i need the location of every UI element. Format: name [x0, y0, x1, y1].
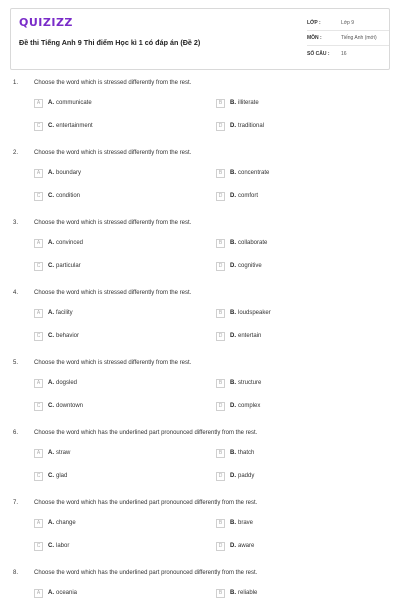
answer-option[interactable] [216, 471, 254, 481]
option-checkbox[interactable]: D [216, 472, 225, 481]
option-checkbox[interactable]: C [34, 332, 43, 341]
answer-option[interactable] [34, 401, 83, 411]
question-number: 8. [13, 570, 19, 576]
option-checkbox[interactable]: D [216, 192, 225, 201]
option-text: communicate [56, 100, 92, 106]
option-checkbox[interactable]: B [216, 379, 225, 388]
option-text: aware [238, 543, 255, 549]
answer-option[interactable] [216, 331, 261, 341]
option-text: boundary [56, 170, 82, 176]
option-letter: B. [230, 170, 236, 176]
option-text: behavior [56, 333, 80, 339]
option-letter: D. [230, 333, 236, 339]
answer-option[interactable] [34, 331, 79, 341]
option-letter: C. [48, 123, 54, 129]
option-letter: D. [230, 263, 236, 269]
question-prompt: Choose the word which has the underlined part pronounced differently from the rest. [34, 500, 258, 506]
question-number: 5. [13, 360, 19, 366]
option-text: concentrate [238, 170, 270, 176]
option-letter: B. [230, 100, 236, 106]
answer-option[interactable] [216, 448, 254, 458]
meta-row-class [307, 16, 389, 31]
option-letter: B. [230, 520, 236, 526]
answer-option[interactable] [216, 98, 259, 108]
option-text: oceania [56, 590, 78, 596]
option-checkbox[interactable]: A [34, 169, 43, 178]
option-letter: A. [48, 100, 54, 106]
option-letter: A. [48, 380, 54, 386]
question-number: 4. [13, 290, 19, 296]
option-checkbox[interactable]: A [34, 309, 43, 318]
answer-option[interactable] [34, 518, 76, 528]
option-checkbox[interactable]: B [216, 99, 225, 108]
question-prompt: Choose the word which is stressed differently from the rest. [34, 150, 192, 156]
option-letter: C. [48, 403, 54, 409]
option-text: particular [56, 263, 81, 269]
answer-option[interactable] [216, 541, 254, 551]
answer-option[interactable] [34, 121, 93, 131]
option-text: loudspeaker [238, 310, 271, 316]
option-checkbox[interactable]: A [34, 519, 43, 528]
answer-option[interactable] [34, 168, 81, 178]
option-text: illiterate [238, 100, 259, 106]
option-letter: C. [48, 193, 54, 199]
option-letter: C. [48, 333, 54, 339]
option-checkbox[interactable]: D [216, 332, 225, 341]
option-text: thatch [238, 450, 255, 456]
option-checkbox[interactable]: C [34, 122, 43, 131]
option-letter: A. [48, 310, 54, 316]
question-number: 7. [13, 500, 19, 506]
option-text: entertain [238, 333, 262, 339]
option-text: cognitive [238, 263, 262, 269]
option-letter: B. [230, 450, 236, 456]
option-letter: D. [230, 123, 236, 129]
option-text: traditional [238, 123, 265, 129]
meta-value: 16 [341, 50, 347, 57]
answer-option[interactable] [34, 541, 69, 551]
option-text: brave [238, 520, 254, 526]
answer-option[interactable] [216, 238, 267, 248]
answer-option[interactable] [216, 401, 260, 411]
meta-value: Tiếng Anh (mới) [341, 35, 377, 41]
option-letter: C. [48, 263, 54, 269]
option-letter: A. [48, 240, 54, 246]
question-prompt: Choose the word which has the underlined part pronounced differently from the rest. [34, 430, 258, 436]
option-text: facility [56, 310, 73, 316]
option-text: reliable [238, 590, 258, 596]
option-text: condition [56, 193, 81, 199]
answer-option[interactable] [34, 261, 81, 271]
worksheet-meta [307, 16, 389, 61]
answer-option[interactable] [216, 191, 258, 201]
option-text: collaborate [238, 240, 268, 246]
question-prompt: Choose the word which is stressed differently from the rest. [34, 220, 192, 226]
option-letter: D. [230, 193, 236, 199]
option-checkbox[interactable]: A [34, 239, 43, 248]
option-text: glad [56, 473, 68, 479]
answer-option[interactable] [34, 471, 67, 481]
option-letter: A. [48, 170, 54, 176]
option-checkbox[interactable]: A [34, 99, 43, 108]
answer-option[interactable] [34, 448, 70, 458]
option-checkbox[interactable]: C [34, 542, 43, 551]
option-letter: C. [48, 473, 54, 479]
option-checkbox[interactable]: A [34, 449, 43, 458]
option-text: labor [56, 543, 70, 549]
question-prompt: Choose the word which has the underlined part pronounced differently from the rest. [34, 570, 258, 576]
option-letter: B. [230, 310, 236, 316]
meta-value: Lớp 9 [341, 20, 355, 26]
worksheet-title: Đề thi Tiếng Anh 9 Thi điểm Học kì 1 có đáp án (Đề 2) [19, 38, 201, 47]
answer-option[interactable] [34, 98, 92, 108]
option-text: straw [56, 450, 71, 456]
option-checkbox[interactable]: D [216, 122, 225, 131]
option-letter: D. [230, 403, 236, 409]
option-text: downtown [56, 403, 84, 409]
answer-option[interactable] [34, 191, 80, 201]
answer-option[interactable] [216, 168, 269, 178]
option-text: complex [238, 403, 261, 409]
option-letter: C. [48, 543, 54, 549]
option-checkbox[interactable]: C [34, 192, 43, 201]
option-checkbox[interactable]: A [34, 379, 43, 388]
option-text: entertainment [56, 123, 93, 129]
option-checkbox[interactable]: C [34, 262, 43, 271]
option-letter: B. [230, 380, 236, 386]
meta-row-count [307, 46, 389, 61]
option-text: dogsled [56, 380, 78, 386]
option-checkbox[interactable]: B [216, 309, 225, 318]
option-checkbox[interactable]: B [216, 589, 225, 598]
question-number: 6. [13, 430, 19, 436]
option-letter: A. [48, 450, 54, 456]
answer-option[interactable] [34, 308, 73, 318]
option-letter: D. [230, 473, 236, 479]
answer-option[interactable] [34, 378, 77, 388]
option-letter: A. [48, 590, 54, 596]
option-text: comfort [238, 193, 259, 199]
answer-option[interactable] [216, 308, 271, 318]
option-letter: D. [230, 543, 236, 549]
option-checkbox[interactable]: B [216, 449, 225, 458]
option-letter: B. [230, 240, 236, 246]
option-checkbox[interactable]: B [216, 169, 225, 178]
question-number: 3. [13, 220, 19, 226]
answer-option[interactable] [34, 238, 83, 248]
answer-option[interactable] [216, 261, 262, 271]
answer-option[interactable] [216, 378, 261, 388]
meta-row-subject [307, 31, 389, 46]
question-number: 1. [13, 80, 19, 86]
option-text: change [56, 520, 76, 526]
option-text: paddy [238, 473, 255, 479]
question-prompt: Choose the word which is stressed differently from the rest. [34, 290, 192, 296]
answer-option[interactable] [216, 121, 264, 131]
meta-key: SỐ CÂU : [307, 50, 330, 57]
option-checkbox[interactable]: D [216, 542, 225, 551]
option-text: structure [238, 380, 262, 386]
option-checkbox[interactable]: D [216, 402, 225, 411]
option-checkbox[interactable]: A [34, 589, 43, 598]
answer-option[interactable] [216, 588, 257, 598]
option-checkbox[interactable]: B [216, 519, 225, 528]
option-checkbox[interactable]: C [34, 472, 43, 481]
question-prompt: Choose the word which is stressed differently from the rest. [34, 80, 192, 86]
meta-key: MÔN : [307, 35, 322, 41]
answer-option[interactable] [34, 588, 77, 598]
option-checkbox[interactable]: B [216, 239, 225, 248]
option-checkbox[interactable]: D [216, 262, 225, 271]
answer-option[interactable] [216, 518, 253, 528]
question-prompt: Choose the word which is stressed differently from the rest. [34, 360, 192, 366]
worksheet-header [10, 8, 390, 70]
meta-key: LỚP : [307, 20, 321, 26]
option-text: convinced [56, 240, 84, 246]
quizizz-logo: QUIZIZZ [19, 16, 73, 29]
option-checkbox[interactable]: C [34, 402, 43, 411]
question-number: 2. [13, 150, 19, 156]
option-letter: B. [230, 590, 236, 596]
option-letter: A. [48, 520, 54, 526]
